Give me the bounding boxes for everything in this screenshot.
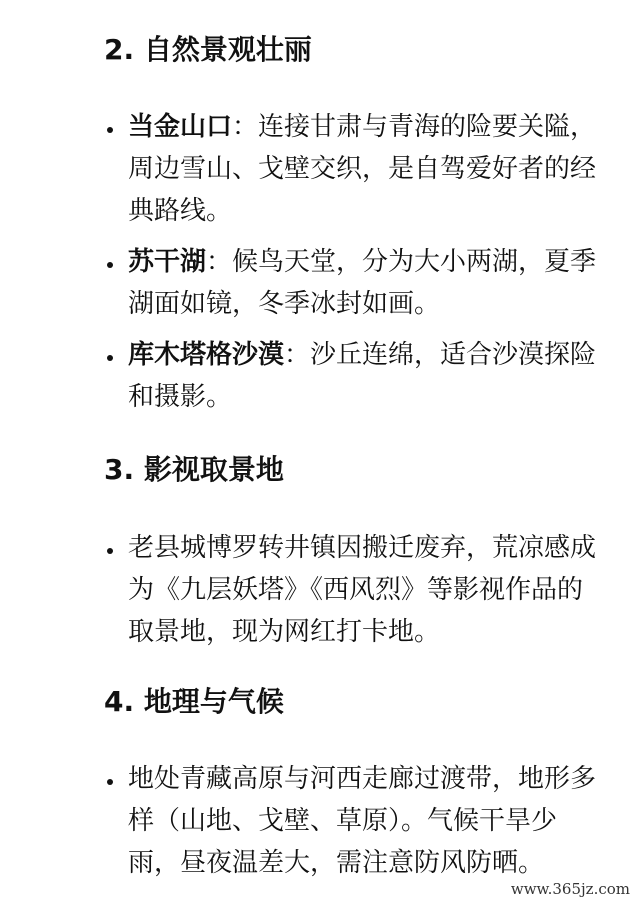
list-item-kumtag-desert (104, 334, 604, 418)
term-description: 老县城博罗转井镇因搬迁废弃，荒凉感成为《九层妖塔》《西风烈》等影视作品的取景地，现为网红打卡地。 (128, 533, 597, 647)
watermark: www.365jz.com (510, 880, 630, 898)
bullet-icon (107, 262, 113, 268)
term-label: 库木塔格沙漠 (128, 340, 285, 370)
term-description: 连接甘肃与青海的险要关隘，周边雪山、戈壁交织，是自驾爱好者的经典路线。 (128, 112, 597, 226)
bullet-icon (107, 548, 113, 554)
section-heading-geography: 4. 地理与气候 (104, 685, 284, 718)
term-label: 苏干湖 (128, 247, 207, 277)
list-item-text (128, 758, 604, 884)
term-separator: ： (284, 340, 311, 370)
term-description: 地处青藏高原与河西走廊过渡带，地形多样（山地、戈壁、草原）。气候干旱少雨，昼夜温差大，需注意防风防晒。 (128, 764, 597, 878)
list-item-text (128, 241, 604, 325)
section-heading-filming: 3. 影视取景地 (104, 453, 284, 486)
term-separator: ： (206, 247, 233, 277)
term-description: 候鸟天堂，分为大小两湖，夏季湖面如镜，冬季冰封如画。 (128, 247, 597, 319)
list-item-geography-climate (104, 758, 604, 884)
list-item-sugan-lake (104, 241, 604, 325)
section-heading-nature: 2. 自然景观壮丽 (104, 33, 312, 66)
list-item-old-county-town (104, 527, 604, 653)
list-item-dangjin-pass (104, 106, 604, 232)
list-item-text (128, 334, 604, 418)
bullet-icon (107, 127, 113, 133)
list-item-text (128, 106, 604, 232)
list-item-text (128, 527, 604, 653)
term-separator: ： (232, 112, 259, 142)
bullet-icon (107, 355, 113, 361)
term-label: 当金山口 (128, 112, 233, 142)
bullet-icon (107, 779, 113, 785)
term-description: 沙丘连绵，适合沙漠探险和摄影。 (128, 340, 597, 412)
